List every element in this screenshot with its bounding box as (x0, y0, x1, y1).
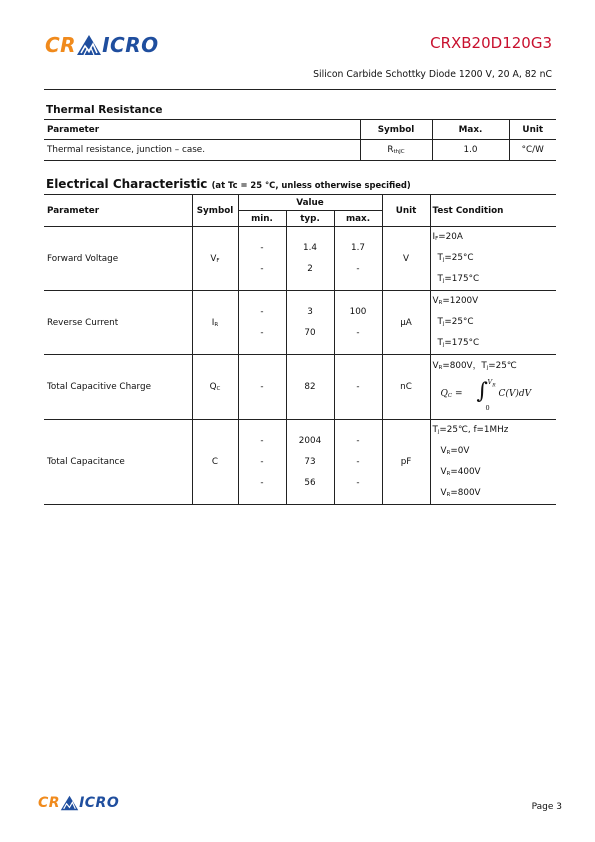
logo-micro-text: ICRO (102, 33, 159, 57)
thermal-section-title: Thermal Resistance (46, 104, 163, 116)
row-min: - - (238, 291, 286, 355)
row-unit: pF (382, 420, 430, 505)
row-parameter: Forward Voltage (44, 227, 192, 291)
row-symbol: $Q_C$ (192, 355, 238, 420)
thermal-parameter: Thermal resistance, junction – case. (44, 140, 360, 161)
footer-logo (38, 795, 119, 811)
row-unit: μA (382, 291, 430, 355)
electrical-table (44, 194, 556, 505)
table-row (44, 140, 556, 161)
row-parameter: Total Capacitance (44, 420, 192, 505)
row-min: - - (238, 227, 286, 291)
logo-mountain-icon (76, 34, 102, 56)
row-max: 1.7 - (334, 227, 382, 291)
document-subtitle: Silicon Carbide Schottky Diode 1200 V, 20 A, 82 nC (313, 69, 552, 80)
row-typ: 3 70 (286, 291, 334, 355)
row-test-condition: $I_F=20A$ $T_j=25^\circ C$ $T_j=175^\circ C$ (430, 227, 556, 291)
row-parameter: Total Capacitive Charge (44, 355, 192, 420)
row-max: - (334, 355, 382, 420)
thermal-col-max: Max. (432, 120, 509, 140)
row-test-condition: $V_R=1200V$ $T_j=25^\circ C$ $T_j=175^\circ C$ (430, 291, 556, 355)
electrical-header-row (44, 195, 556, 211)
page-number: Page 3 (531, 802, 562, 812)
row-test-condition: $V_R=800V$，$T_j=25℃$ $Q_C$ = ∫ $V_R$ 0 C(V)dV (430, 355, 556, 420)
thermal-header-row (44, 120, 556, 140)
col-typ: typ. (286, 211, 334, 227)
electrical-section-title (46, 177, 411, 191)
col-value: Value (238, 195, 382, 211)
thermal-table (44, 119, 556, 161)
logo-cr-text: CR (45, 33, 77, 57)
footer-logo-micro-text: ICRO (79, 795, 120, 811)
col-symbol: Symbol (192, 195, 238, 227)
row-typ: 2004 73 56 (286, 420, 334, 505)
row-typ: 1.4 2 (286, 227, 334, 291)
table-row (44, 227, 556, 291)
thermal-col-unit: Unit (509, 120, 556, 140)
row-test-condition: $T_j=25℃$, f=1MHz $V_R=0V$ $V_R=400V$ $V_R=800V$ (430, 420, 556, 505)
thermal-unit: °C/W (509, 140, 556, 161)
thermal-max: 1.0 (432, 140, 509, 161)
thermal-symbol: $R_{thJC}$ (360, 140, 432, 161)
row-min: - (238, 355, 286, 420)
part-number: CRXB20D120G3 (430, 34, 552, 52)
footer-logo-mountain-icon (60, 795, 79, 811)
row-symbol: $I_R$ (192, 291, 238, 355)
row-min: - - - (238, 420, 286, 505)
row-unit: V (382, 227, 430, 291)
col-max: max. (334, 211, 382, 227)
col-min: min. (238, 211, 286, 227)
col-parameter: Parameter (44, 195, 192, 227)
row-max: - - - (334, 420, 382, 505)
table-row (44, 355, 556, 420)
col-test-condition: Test Condition (430, 195, 556, 227)
row-typ: 82 (286, 355, 334, 420)
row-symbol: $V_F$ (192, 227, 238, 291)
header-divider (44, 89, 556, 90)
row-unit: nC (382, 355, 430, 420)
row-max: 100 - (334, 291, 382, 355)
header-logo (45, 33, 159, 57)
col-unit: Unit (382, 195, 430, 227)
row-parameter: Reverse Current (44, 291, 192, 355)
charge-formula: $Q_C$ = ∫ $V_R$ 0 C(V)dV (440, 377, 532, 412)
electrical-title-note: (at Tc = 25 °C, unless otherwise specified) (211, 180, 411, 190)
thermal-col-symbol: Symbol (360, 120, 432, 140)
table-row (44, 291, 556, 355)
electrical-title-text: Electrical Characteristic (46, 177, 208, 191)
thermal-col-parameter: Parameter (44, 120, 360, 140)
row-symbol: C (192, 420, 238, 505)
footer-logo-cr-text: CR (38, 795, 61, 811)
table-row (44, 420, 556, 505)
